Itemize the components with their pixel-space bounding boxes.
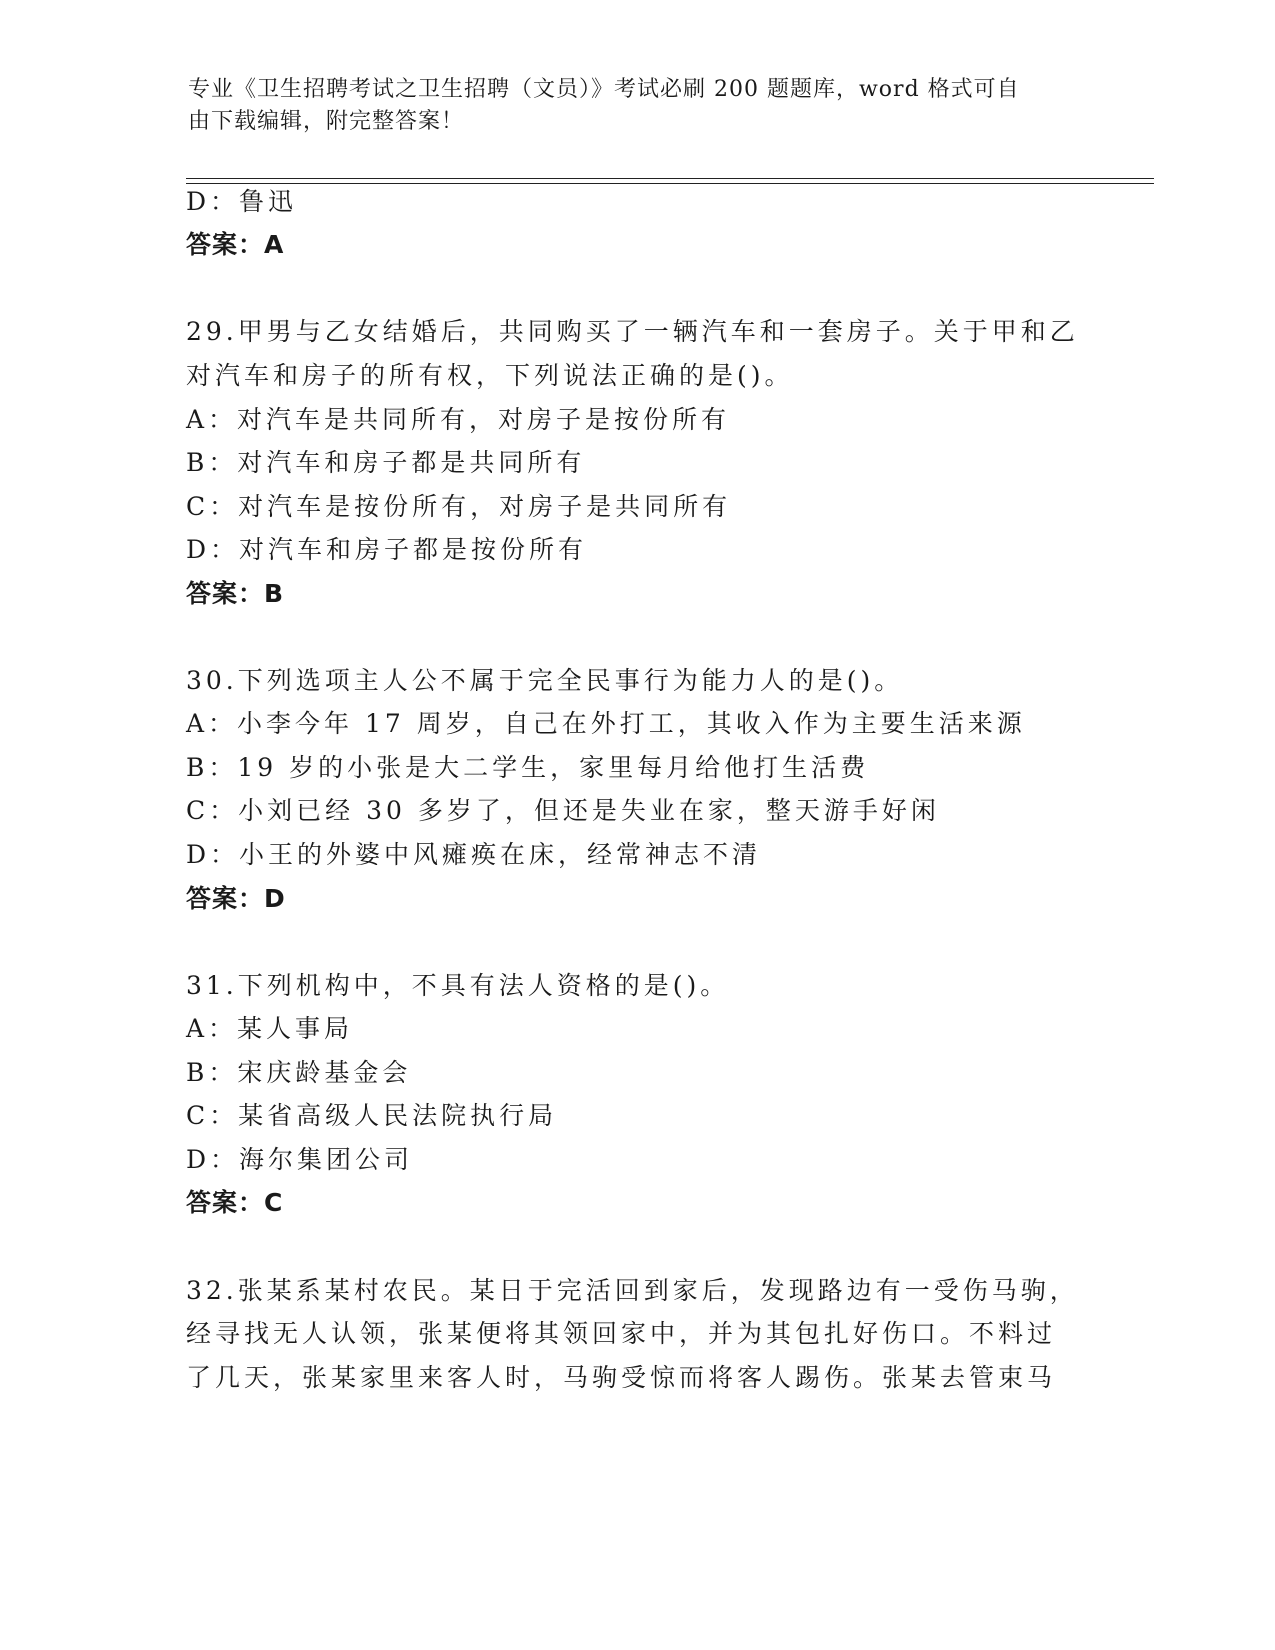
q30-option-a: A：小李今年 17 周岁，自己在外打工，其收入作为主要生活来源 xyxy=(186,709,1026,738)
q31-option-c: C：某省高级人民法院执行局 xyxy=(186,1101,558,1130)
q30-option-d: D：小王的外婆中风瘫痪在床，经常神志不清 xyxy=(186,840,762,869)
q29-option-a: A：对汽车是共同所有，对房子是按份所有 xyxy=(186,405,731,434)
q29-option-b: B：对汽车和房子都是共同所有 xyxy=(186,448,586,477)
header-line-1: 专业《卫生招聘考试之卫生招聘（文员）》考试必刷 200 题题库，word 格式可自 xyxy=(188,77,1020,102)
q31-option-b: B：宋庆龄基金会 xyxy=(186,1058,412,1087)
q31-stem-line-1: 31.下列机构中，不具有法人资格的是()。 xyxy=(186,971,730,1000)
q29-answer: 答案：B xyxy=(186,579,285,608)
header-line-2: 由下载编辑，附完整答案！ xyxy=(188,109,465,134)
q31-option-d: D：海尔集团公司 xyxy=(186,1145,414,1174)
q31-answer: 答案：C xyxy=(186,1188,284,1217)
q32-stem-line-3: 了几天，张某家里来客人时，马驹受惊而将客人踢伤。张某去管束马 xyxy=(186,1363,1057,1392)
q31-option-a: A：某人事局 xyxy=(186,1014,354,1043)
q30-option-b: B：19 岁的小张是大二学生，家里每月给他打生活费 xyxy=(186,753,870,782)
q30-stem-line-1: 30.下列选项主人公不属于完全民事行为能力人的是()。 xyxy=(186,666,904,695)
prev-answer: 答案：A xyxy=(186,230,285,259)
header-divider-bottom xyxy=(186,183,1154,184)
document-header xyxy=(188,74,1088,138)
header-divider-top xyxy=(186,178,1154,179)
q32-stem-line-2: 经寻找无人认领，张某便将其领回家中，并为其包扎好伤口。不料过 xyxy=(186,1319,1057,1348)
q29-stem-line-2: 对汽车和房子的所有权，下列说法正确的是()。 xyxy=(186,361,794,390)
q29-option-d: D：对汽车和房子都是按份所有 xyxy=(186,535,588,564)
q30-answer: 答案：D xyxy=(186,884,286,913)
q32-stem-line-1: 32.张某系某村农民。某日于完活回到家后，发现路边有一受伤马驹， xyxy=(186,1276,1079,1305)
q30-option-c: C：小刘已经 30 多岁了，但还是失业在家，整天游手好闲 xyxy=(186,796,940,825)
prev-option-d: D：鲁迅 xyxy=(186,187,298,216)
q29-stem-line-1: 29.甲男与乙女结婚后，共同购买了一辆汽车和一套房子。关于甲和乙 xyxy=(186,317,1079,346)
q29-option-c: C：对汽车是按份所有，对房子是共同所有 xyxy=(186,492,732,521)
